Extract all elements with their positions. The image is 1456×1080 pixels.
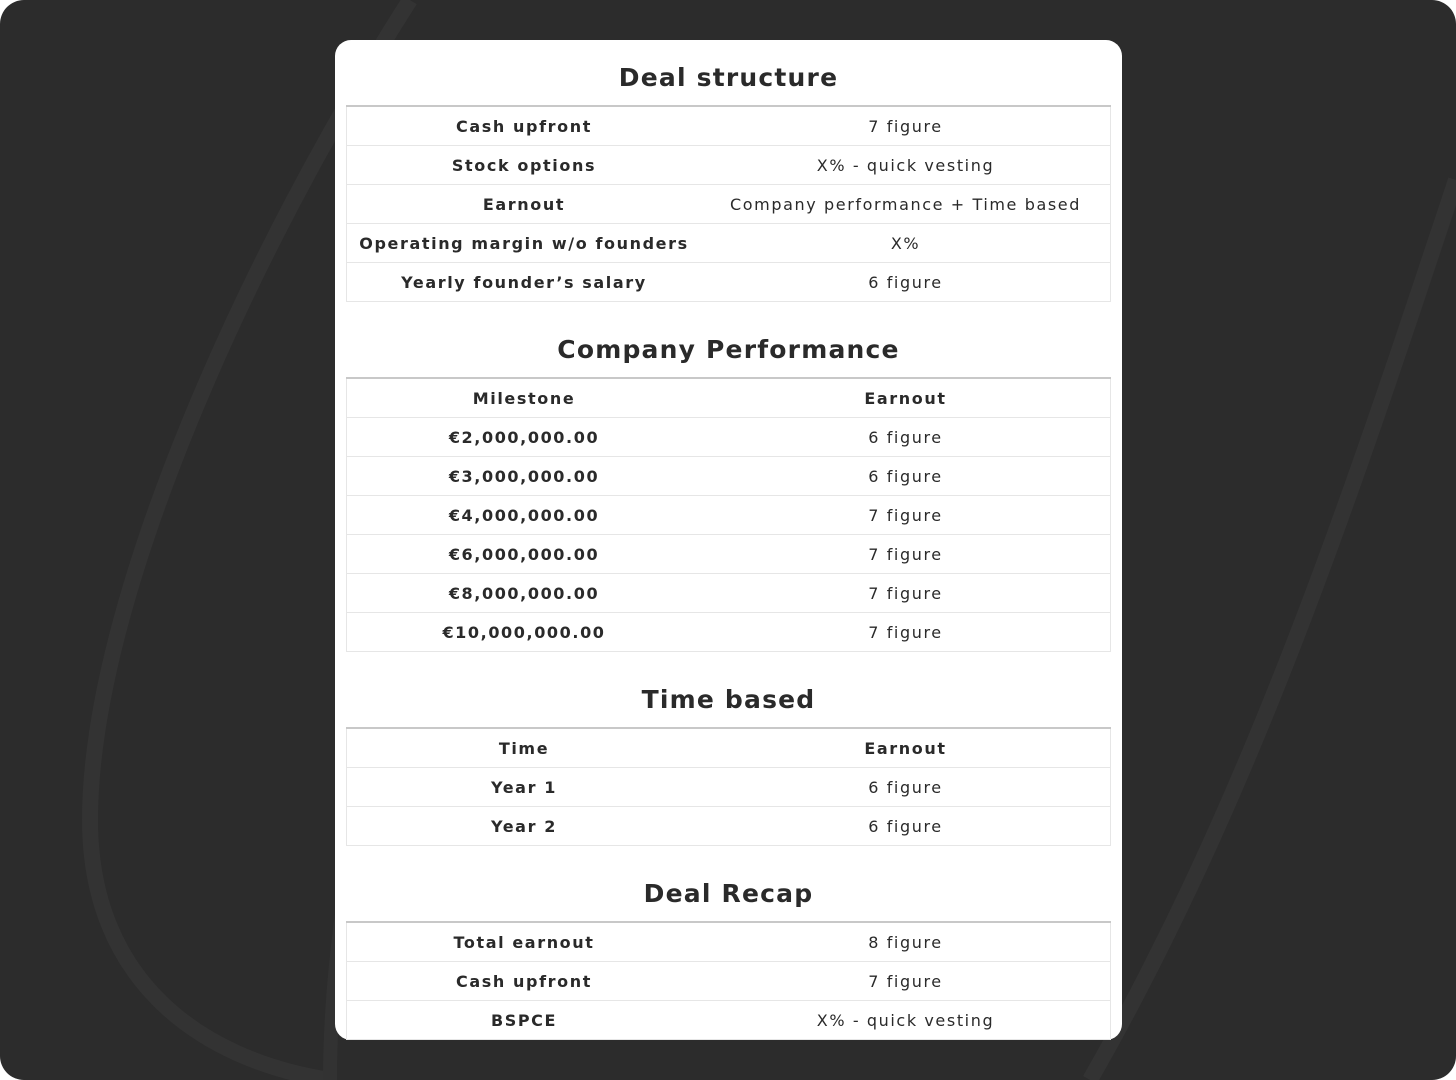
column-header: Time <box>347 728 702 768</box>
row-value: 7 figure <box>701 574 1111 613</box>
row-label: €3,000,000.00 <box>347 457 702 496</box>
row-value: 7 figure <box>701 496 1111 535</box>
data-table <box>346 921 1111 1040</box>
section-title: Deal structure <box>618 63 839 92</box>
row-label: Operating margin w/o founders <box>347 224 702 263</box>
section-title: Company Performance <box>557 335 900 364</box>
column-header: Earnout <box>701 378 1111 418</box>
row-label: €10,000,000.00 <box>347 613 702 652</box>
row-value: X% - quick vesting <box>701 146 1111 185</box>
table-row <box>347 922 1111 962</box>
table-row <box>347 263 1111 302</box>
table-row <box>347 185 1111 224</box>
row-value: 7 figure <box>701 535 1111 574</box>
section-time-based <box>346 677 1111 846</box>
column-header: Earnout <box>701 728 1111 768</box>
data-table <box>346 377 1111 652</box>
row-label: €4,000,000.00 <box>347 496 702 535</box>
row-label: Cash upfront <box>347 106 702 146</box>
row-label: Stock options <box>347 146 702 185</box>
table-row <box>347 418 1111 457</box>
row-value: 6 figure <box>701 768 1111 807</box>
table-row <box>347 962 1111 1001</box>
row-label: Total earnout <box>347 922 702 962</box>
row-label: Year 1 <box>347 768 702 807</box>
table-row <box>347 807 1111 846</box>
table-row <box>347 574 1111 613</box>
table-header-row <box>347 378 1111 418</box>
row-value: 7 figure <box>701 106 1111 146</box>
table-row <box>347 106 1111 146</box>
row-label: BSPCE <box>347 1001 702 1040</box>
table-row <box>347 535 1111 574</box>
table-header-row <box>347 728 1111 768</box>
section-title: Time based <box>641 685 816 714</box>
row-value: X% <box>701 224 1111 263</box>
table-row <box>347 146 1111 185</box>
section-deal-recap <box>346 871 1111 1040</box>
row-value: 6 figure <box>701 263 1111 302</box>
data-table <box>346 727 1111 846</box>
table-row <box>347 496 1111 535</box>
row-label: €2,000,000.00 <box>347 418 702 457</box>
table-row <box>347 613 1111 652</box>
table-row <box>347 1001 1111 1040</box>
row-label: Earnout <box>347 185 702 224</box>
table-row <box>347 457 1111 496</box>
section-company-performance <box>346 327 1111 652</box>
table-row <box>347 768 1111 807</box>
table-row <box>347 224 1111 263</box>
row-label: €6,000,000.00 <box>347 535 702 574</box>
row-value: 8 figure <box>701 922 1111 962</box>
row-value: 7 figure <box>701 962 1111 1001</box>
row-value: Company performance + Time based <box>701 185 1111 224</box>
row-value: X% - quick vesting <box>701 1001 1111 1040</box>
row-value: 6 figure <box>701 418 1111 457</box>
deal-card <box>335 40 1122 1040</box>
data-table <box>346 105 1111 302</box>
row-label: Year 2 <box>347 807 702 846</box>
row-value: 6 figure <box>701 807 1111 846</box>
section-deal-structure <box>346 55 1111 302</box>
row-label: Yearly founder’s salary <box>347 263 702 302</box>
row-value: 6 figure <box>701 457 1111 496</box>
section-title: Deal Recap <box>643 879 814 908</box>
row-label: Cash upfront <box>347 962 702 1001</box>
column-header: Milestone <box>347 378 702 418</box>
row-value: 7 figure <box>701 613 1111 652</box>
row-label: €8,000,000.00 <box>347 574 702 613</box>
